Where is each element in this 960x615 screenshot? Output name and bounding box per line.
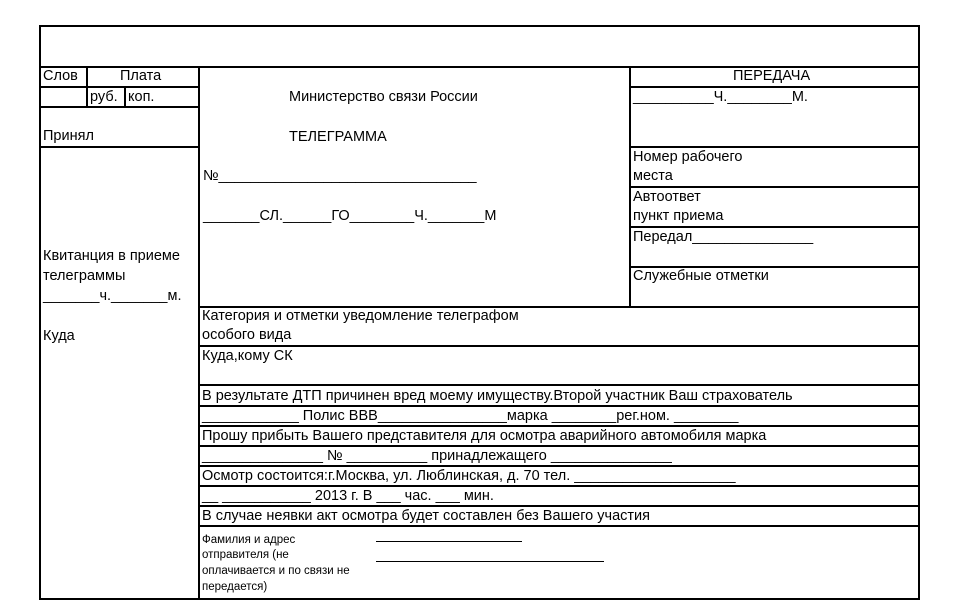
- left-words-divider: [86, 66, 88, 106]
- message-line: Прошу прибыть Вашего представителя для осмотра аварийного автомобиля марка: [202, 428, 767, 444]
- workplace-label-line1: Номер рабочего: [633, 149, 743, 165]
- message-line: В результате ДТП причинен вред моему имуществу.Второй участник Ваш страхователь: [202, 388, 793, 404]
- sender-label-line3: оплачивается и по связи не: [202, 565, 350, 577]
- left-kop-row-divider: [39, 106, 199, 108]
- left-rub-row-divider: [39, 86, 199, 88]
- sender-address-blank[interactable]: [376, 561, 604, 562]
- message-line: В случае неявки акт осмотра будет составлен без Вашего участия: [202, 508, 650, 524]
- address-field[interactable]: Куда,кому СК: [202, 348, 293, 364]
- autoreply-label-line1: Автоответ: [633, 189, 701, 205]
- counts-field[interactable]: _______СЛ.______ГО________Ч._______М: [203, 208, 497, 224]
- number-field[interactable]: №________________________________: [203, 168, 477, 184]
- receipt-label-line1: Квитанция в приеме: [43, 248, 180, 264]
- body-row-divider-7: [198, 525, 920, 527]
- words-label: Слов: [43, 68, 78, 84]
- sent-by-field[interactable]: Передал_______________: [633, 229, 814, 245]
- address-divider: [198, 384, 920, 386]
- accepted-label: Принял: [43, 128, 94, 144]
- category-divider: [198, 345, 920, 347]
- sender-name-blank[interactable]: [376, 541, 522, 542]
- kop-label: коп.: [128, 89, 155, 105]
- sender-label-line2: отправителя (не: [202, 549, 289, 561]
- ministry-title: Министерство связи России: [289, 89, 478, 105]
- rub-label: руб.: [90, 89, 118, 105]
- message-line[interactable]: ____________ Полис ВВВ________________марка ________рег.ном. ________: [202, 408, 739, 424]
- message-line[interactable]: Осмотр состоится:г.Москва, ул. Люблинская, д. 70 тел. ____________________: [202, 468, 736, 484]
- receipt-time-field[interactable]: _______ч._______м.: [43, 288, 182, 304]
- sender-label-line4: передается): [202, 581, 268, 593]
- left-accepted-divider: [39, 146, 199, 148]
- left-kop-divider: [124, 86, 126, 106]
- payment-label: Плата: [120, 68, 162, 84]
- service-marks-label: Служебные отметки: [633, 268, 769, 284]
- receipt-label-line2: телеграммы: [43, 268, 126, 284]
- workplace-label-line2: места: [633, 168, 673, 184]
- transmission-header: ПЕРЕДАЧА: [733, 68, 811, 84]
- message-line[interactable]: _______________ № __________ принадлежащего _______________: [202, 448, 672, 464]
- category-label-line2: особого вида: [202, 327, 292, 343]
- autoreply-label-line2: пункт приема: [633, 208, 724, 224]
- category-label-line1: Категория и отметки уведомление телеграфом: [202, 308, 519, 324]
- where-label: Куда: [43, 328, 75, 344]
- message-line[interactable]: __ ___________ 2013 г. В ___ час. ___ мин.: [202, 488, 494, 504]
- transmission-time-field[interactable]: __________Ч.________М.: [633, 89, 808, 105]
- sender-label-line1: Фамилия и адрес: [202, 534, 296, 546]
- telegram-title: ТЕЛЕГРАММА: [289, 129, 387, 145]
